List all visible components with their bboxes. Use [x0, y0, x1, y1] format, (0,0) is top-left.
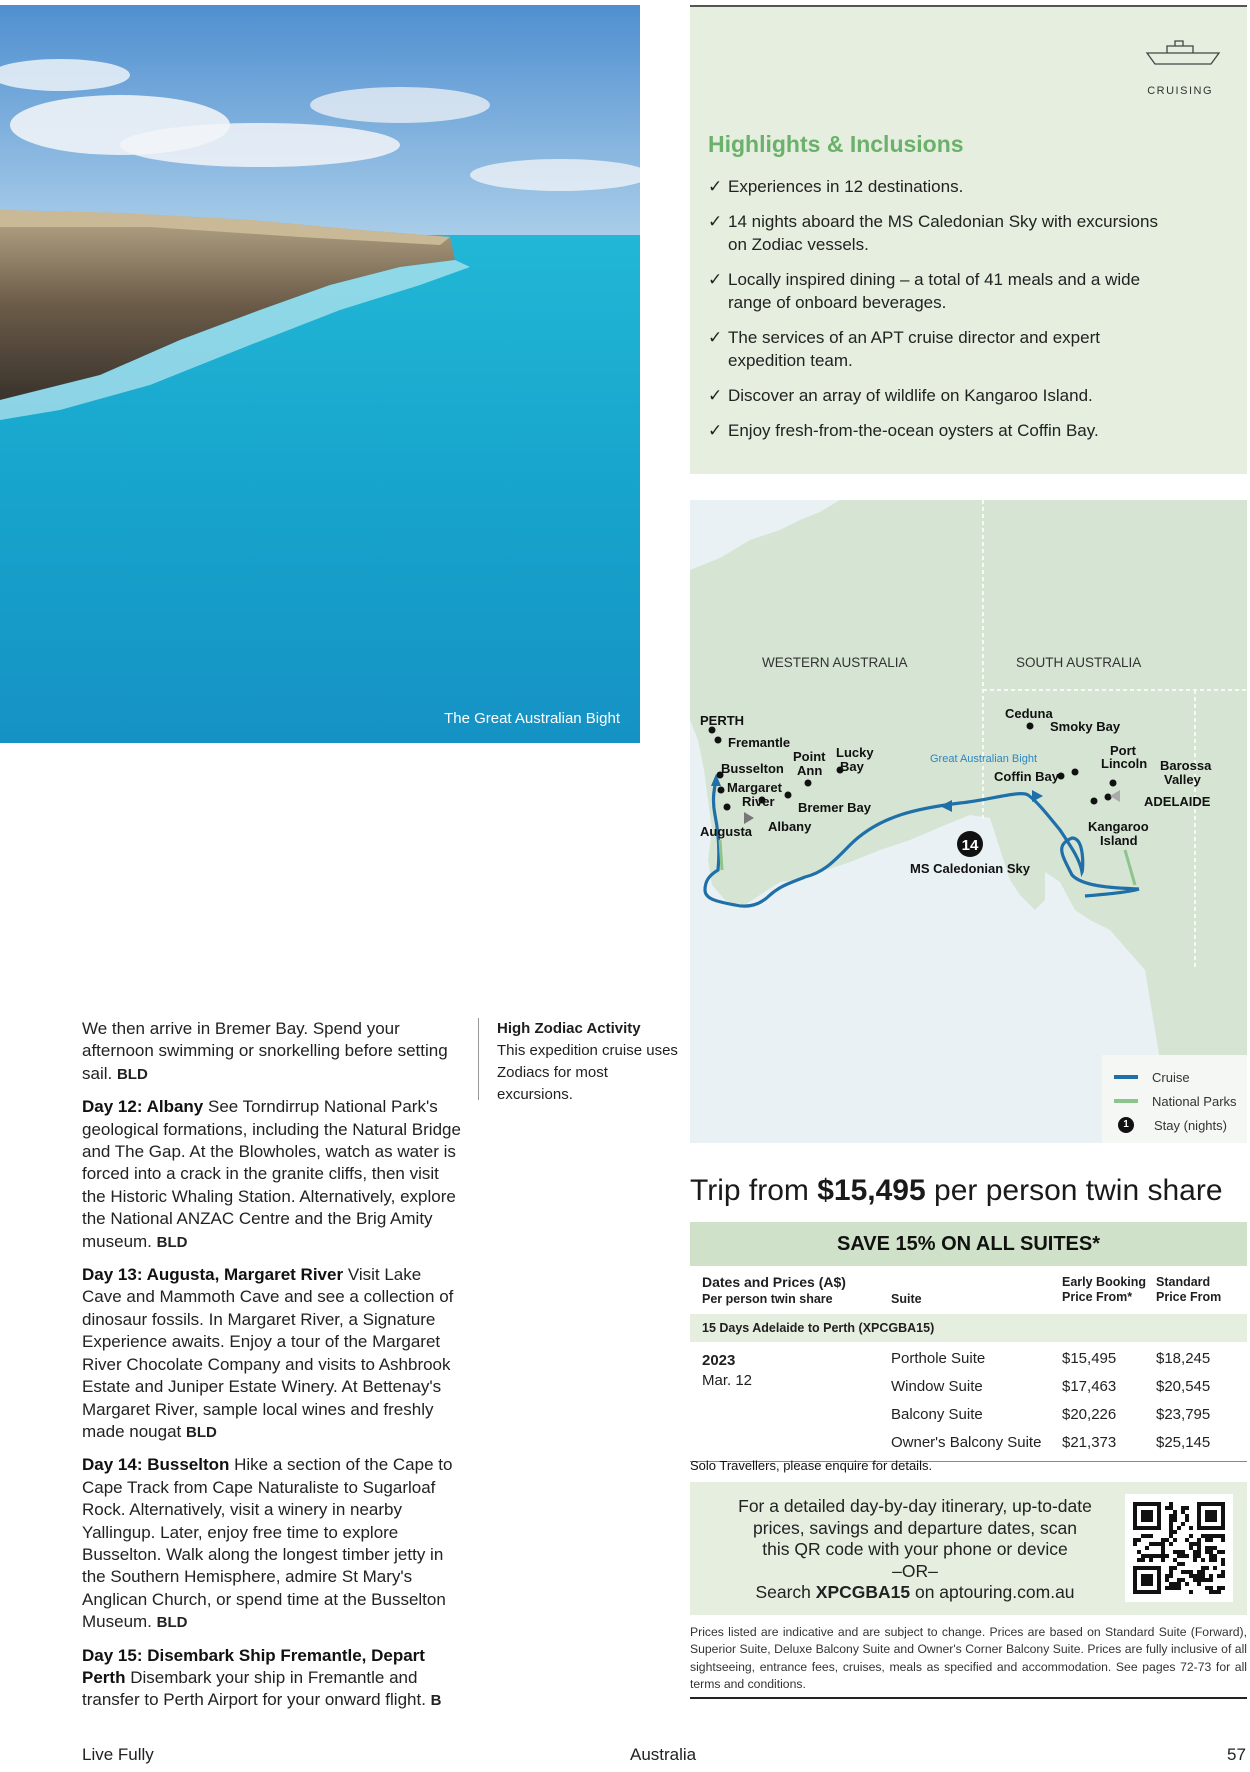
- meal-code: BLD: [156, 1233, 188, 1251]
- label-albany: Albany: [768, 819, 812, 834]
- table-row: Owner's Balcony Suite $21,373 $25,145: [891, 1434, 1211, 1451]
- sea-label: Great Australian Bight: [930, 753, 1038, 765]
- list-item: ✓ Locally inspired dining – a total of 41 meals and a wide range of onboard beverages.: [708, 270, 1141, 312]
- check-icon: ✓: [708, 386, 723, 405]
- route-map: [690, 500, 1247, 1143]
- label-perth: PERTH: [700, 713, 745, 728]
- list-item: ✓ The services of an APT cruise director and expert expedition team.: [708, 328, 1100, 370]
- list-item: ✓ Experiences in 12 destinations.: [708, 177, 964, 196]
- footer-left: Live Fully: [82, 1745, 154, 1764]
- label-kangaroo-1: Kangaroo: [1088, 819, 1149, 834]
- divider: [690, 1697, 1247, 1699]
- highlights-title: Highlights & Inclusions: [708, 131, 964, 157]
- label-augusta: Augusta: [700, 824, 752, 839]
- label-adelaide: ADELAIDE: [1144, 794, 1211, 809]
- label-smoky-bay: Smoky Bay: [1050, 719, 1121, 734]
- map-canvas: [690, 500, 1247, 1143]
- legend-stay: 1 Stay (nights): [1112, 1113, 1237, 1137]
- table-row: Porthole Suite $15,495 $18,245: [891, 1350, 1211, 1367]
- label-fremantle: Fremantle: [728, 735, 791, 750]
- check-icon: ✓: [708, 328, 723, 347]
- qr-code-icon[interactable]: [1125, 1494, 1233, 1602]
- route-row: 15 Days Adelaide to Perth (XPCGBA15): [690, 1314, 1247, 1342]
- check-icon: ✓: [708, 421, 723, 440]
- label-lucky-bay-2: Bay: [840, 759, 864, 774]
- hero-photo: [0, 5, 640, 743]
- itinerary-text: [82, 1018, 462, 1723]
- meal-code: BLD: [156, 1614, 188, 1632]
- label-margaret-river-2: River: [742, 794, 775, 809]
- note-title: High Zodiac Activity: [497, 1020, 641, 1037]
- day-title: Day 13: Augusta, Margaret River: [82, 1265, 344, 1285]
- disclaimer: Prices listed are indicative and are subject to change. Prices are based on Standard Suite (Forward), Superior Suite, Deluxe Balcony Suite and Owner's Corner Balcony Suite. Prices are fully inclusive of all sightseeing, entrance fees, cruises, meals as specified and accommodation. See pages 72-73 for all terms and conditions.: [690, 1625, 1247, 1692]
- photo-caption: The Great Australian Bight: [444, 710, 620, 727]
- headline-price: $15,495: [817, 1174, 926, 1207]
- stay-nights: 14: [961, 837, 979, 854]
- day-title: Day 12: Albany: [82, 1097, 204, 1117]
- list-item: ✓ Enjoy fresh-from-the-ocean oysters at Coffin Bay.: [708, 421, 1099, 440]
- table-header: Dates and Prices (A$) Per person twin share Suite Early Booking Price From* Standard Price From: [690, 1266, 1247, 1314]
- day-title: Day 15: Disembark Ship Fremantle, Depart Perth: [82, 1645, 425, 1687]
- list-item: ✓ Discover an array of wildlife on Kangaroo Island.: [708, 386, 1093, 405]
- highlights-list: [708, 175, 1228, 454]
- list-item: ✓ 14 nights aboard the MS Caledonian Sky with excursions on Zodiac vessels.: [708, 212, 1158, 254]
- parks-line-icon: [1114, 1099, 1138, 1103]
- meal-code: B: [430, 1692, 442, 1710]
- legend-cruise: Cruise: [1112, 1065, 1237, 1089]
- qr-pattern: [1133, 1502, 1225, 1594]
- departure-date: Mar. 12: [702, 1372, 753, 1389]
- label-busselton: Busselton: [721, 761, 784, 776]
- label-coffin-bay: Coffin Bay: [994, 769, 1059, 784]
- qr-instructions: For a detailed day-by-day itinerary, up-to-date prices, savings and departure dates, scan this QR code with your phone or device –OR– Search XPCGBA15 on aptouring.com.au: [738, 1496, 1092, 1602]
- label-lucky-bay-1: Lucky: [836, 745, 874, 760]
- note-text: This expedition cruise uses Zodiacs for most excursions.: [497, 1042, 678, 1103]
- table-body: [690, 1342, 1247, 1462]
- price-table: [690, 1266, 1247, 1462]
- check-icon: ✓: [708, 270, 723, 289]
- itinerary-day: Day 12: Albany See Torndirrup National Park's geological formations, including the Natural Bridge and The Gap. At the Blowholes, watch as water is forced into a crack in the granite cliffs, then visit the Historic Whaling Station. Alternatively, explore the National ANZAC Centre and the Brig Amity museum. BLD: [82, 1097, 461, 1251]
- label-port-lincoln-2: Lincoln: [1101, 756, 1148, 771]
- footer-center: Australia: [630, 1745, 697, 1764]
- state-label-sa: SOUTH AUSTRALIA: [1016, 655, 1142, 670]
- check-icon: ✓: [708, 177, 723, 196]
- itinerary-intro: We then arrive in Bremer Bay. Spend your afternoon swimming or snorkelling before setting sail. BLD: [82, 1019, 448, 1083]
- ship-name: MS Caledonian Sky: [910, 861, 1030, 876]
- departure-year: 2023: [702, 1352, 736, 1369]
- table-row: Window Suite $17,463 $20,545: [891, 1378, 1211, 1395]
- category-label: CRUISING: [1147, 85, 1213, 97]
- label-bremer-bay: Bremer Bay: [798, 800, 871, 815]
- label-point-ann-2: Ann: [797, 763, 823, 778]
- itinerary-day: Day 15: Disembark Ship Fremantle, Depart Perth Disembark your ship in Fremantle and transfer to Perth Airport for your onward flight. B: [82, 1645, 442, 1710]
- table-row: Balcony Suite $20,226 $23,795: [891, 1406, 1211, 1423]
- label-point-ann-1: Point: [793, 749, 826, 764]
- legend-parks: National Parks: [1112, 1089, 1237, 1113]
- check-icon: ✓: [708, 212, 723, 231]
- page-number: 57: [1227, 1745, 1246, 1764]
- trip-price-headline: Trip from $15,495 per person twin share: [690, 1174, 1223, 1207]
- label-port-lincoln-1: Port: [1110, 743, 1136, 758]
- label-barossa-2: Valley: [1164, 772, 1201, 787]
- meal-code: BLD: [185, 1423, 217, 1441]
- stay-marker-icon: 1: [1118, 1117, 1134, 1133]
- meal-code: BLD: [116, 1065, 148, 1083]
- highlights-panel: [690, 5, 1247, 474]
- save-banner: SAVE 15% ON ALL SUITES*: [690, 1222, 1247, 1266]
- cruise-line-icon: [1114, 1075, 1138, 1079]
- label-margaret-river-1: Margaret: [727, 780, 782, 795]
- label-kangaroo-2: Island: [1100, 833, 1138, 848]
- map-legend: [1102, 1055, 1247, 1143]
- label-barossa-1: Barossa: [1160, 758, 1212, 773]
- coastline-illustration: [0, 5, 640, 743]
- qr-panel: [690, 1482, 1247, 1615]
- itinerary-day: Day 14: Busselton Hike a section of the Cape to Cape Track from Cape Naturaliste to Sugarloaf Rock. Alternatively, visit a winery in nearby Yallingup. Later, enjoy free time to explore Busselton. Walk along the longest timber jetty in the Southern Hemisphere, admire St Mary's Anglican Church, or spend time at the Busselton Museum. BLD: [82, 1455, 453, 1632]
- solo-note: Solo Travellers, please enquire for details.: [690, 1458, 933, 1473]
- state-label-wa: WESTERN AUSTRALIA: [762, 655, 908, 670]
- zodiac-note: [478, 1018, 678, 1103]
- ship-icon: [1145, 37, 1221, 67]
- itinerary-day: Day 13: Augusta, Margaret River Visit Lake Cave and Mammoth Cave and see a collection of dinosaur fossils. In Margaret River, a Signature Experience awaits. Enjoy a tour of the Margaret River Chocolate Company and visits to Ashbrook Estate and Juniper Estate Winery. At Bettenay's Margaret River, sample local wines and freshly made nougat BLD: [82, 1265, 454, 1441]
- label-ceduna: Ceduna: [1005, 706, 1053, 721]
- day-title: Day 14: Busselton: [82, 1455, 230, 1475]
- search-code: XPCGBA15: [815, 1582, 911, 1602]
